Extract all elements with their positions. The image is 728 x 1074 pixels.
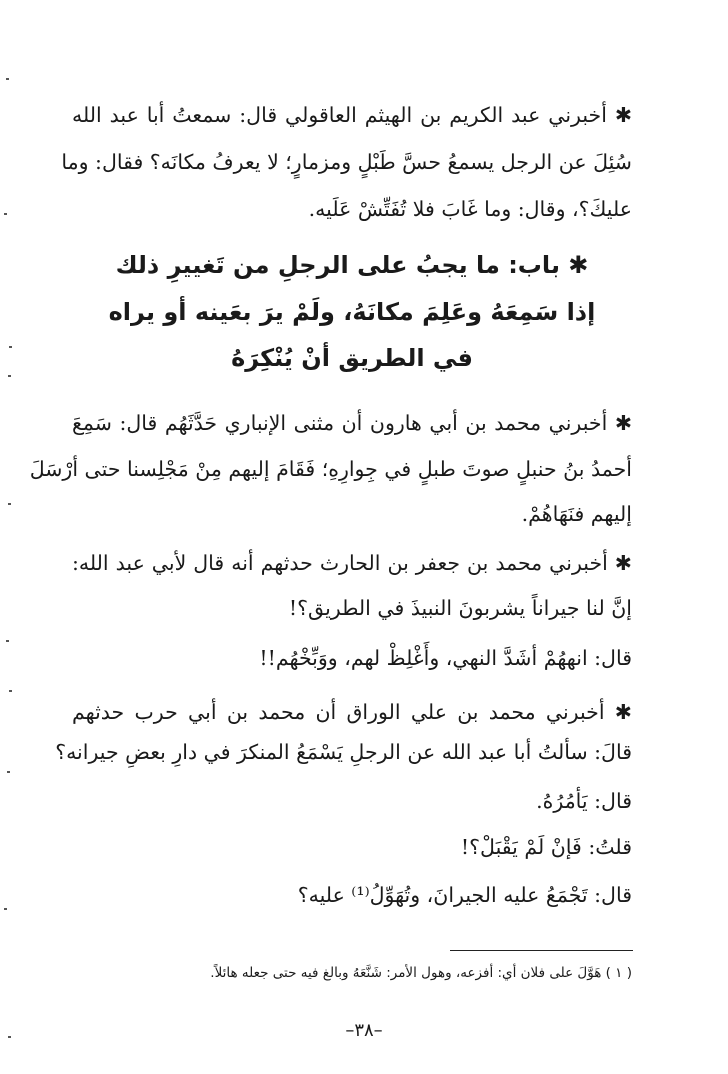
scan-speck [8,503,11,505]
paragraph-3-line-2: إنَّ لنا جيراناً يشربونَ النبيذَ في الطريق؟! [288,596,632,620]
scan-speck [8,375,11,377]
scan-speck [4,213,7,215]
chapter-heading-line-3: في الطريق أنْ يُنْكِرَهُ [231,344,473,372]
paragraph-4-line-5: قال: تَجْمَعُ عليه الجيرانَ، وتُهَوِّلُ⁽¹⁾ عليه؟ [297,883,632,907]
scan-speck [6,640,9,642]
scan-speck [9,346,12,348]
paragraph-3-line-3: قال: انههُمْ أشَدَّ النهي، وأَغْلِظْ لهم، ووَبِّخْهُم!! [259,646,632,670]
paragraph-2-line-2: أحمدُ بنُ حنبلٍ صوتَ طبلٍ في جِوارِهِ؛ فَقَامَ إليهم مِنْ مَجْلِسنا حتى أرْسَلَ [29,457,632,481]
footnote: ( ١ ) هَوَّلَ على فلان أي: أفزعه، وهول الأمر: شَنَّعَهُ وبالغ فيه حتى جعله هائلاً. [210,965,632,981]
paragraph-1-line-1: ✱ أخبرني عبد الكريم بن الهيثم العاقولي قال: سمعتُ أبا عبد الله [72,103,632,127]
paragraph-1-line-3: عليكَ؟، وقال: وما غَابَ فلا تُفَتِّشْ عَلَيه. [308,197,632,221]
chapter-heading-line-1: ✱ باب: ما يجبُ على الرجلِ من تَغييرِ ذلك [115,251,589,279]
paragraph-2-line-3: إليهم فنَهَاهُمْ. [521,502,632,526]
scan-speck [8,1036,11,1038]
paragraph-4-line-1: ✱ أخبرني محمد بن علي الوراق أن محمد بن أبي حرب حدثهم [72,700,632,724]
scan-speck [6,78,9,80]
scan-speck [7,771,10,773]
paragraph-1-line-2: سُئِلَ عن الرجل يسمعُ حسَّ طَبْلٍ ومزمارٍ؛ لا يعرفُ مكانَه؟ فقال: وما [61,150,632,174]
paragraph-2-line-1: ✱ أخبرني محمد بن أبي هارون أن مثنى الإنباري حَدَّثَهُم قال: سَمِعَ [72,411,632,435]
paragraph-4-line-3: قال: يَأمُرُهُ. [536,789,632,813]
page-number: –٣٨– [345,1020,383,1041]
footnote-separator [450,950,633,951]
scan-speck [9,690,12,692]
chapter-heading-line-2: إذا سَمِعَهُ وعَلِمَ مكانَهُ، ولَمْ يرَ بعَينه أو يراه [108,298,596,326]
paragraph-4-line-4: قلتُ: فَإنْ لَمْ يَقْبَلْ؟! [460,835,632,859]
paragraph-4-line-2: قالَ: سألتُ أبا عبد الله عن الرجلِ يَسْمَعُ المنكرَ في دارِ بعضِ جيرانه؟ [55,740,632,764]
paragraph-3-line-1: ✱ أخبرني محمد بن جعفر بن الحارث حدثهم أنه قال لأبي عبد الله: [72,551,632,575]
scan-speck [4,908,7,910]
